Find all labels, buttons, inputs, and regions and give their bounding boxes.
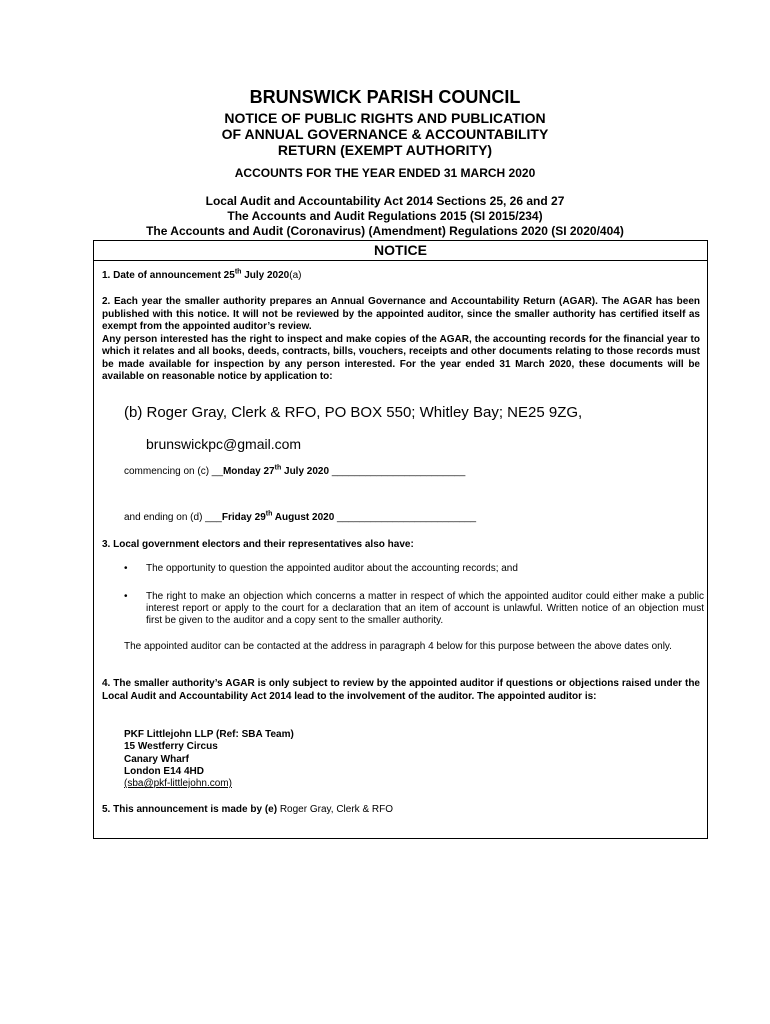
commencing-blank: ________________________ (329, 466, 466, 477)
ending-blank: _________________________ (334, 512, 477, 523)
announcement-date-tag: (a) (289, 270, 302, 281)
section-2-paragraph-2: Any person interested has the right to inspect and make copies of the AGAR, the accounting records for the financial year to which it relates and all books, deeds, contracts, bills, vouchers, receipts and other documents relating to those records must be made available for inspection by any person interested. For the year ended 31 March 2020, these documents will be available on reasonable notice by application to: (102, 333, 700, 382)
announcement-by-label: 5. This announcement is made by (e) (102, 804, 278, 815)
auditor-contact-note: The appointed auditor can be contacted at the address in paragraph 4 below for this purpose between the above dates only. (124, 641, 672, 652)
notice-title-line-1: NOTICE OF PUBLIC RIGHTS AND PUBLICATION (224, 110, 546, 126)
bullet-point-icon: • (124, 591, 128, 602)
commencing-suffix: th (274, 464, 282, 472)
authority-address: (b) Roger Gray, Clerk & RFO, PO BOX 550; Whitley Bay; NE25 9ZG, (124, 404, 583, 421)
council-name: BRUNSWICK PARISH COUNCIL (249, 87, 521, 107)
auditor-address-line-3: Canary Wharf (124, 753, 190, 765)
auditor-email-link[interactable]: (sba@pkf-littlejohn.com) (124, 778, 232, 790)
notice-box (93, 240, 708, 839)
ending-day: Friday 29 (221, 512, 266, 523)
bullet-point-icon: • (124, 563, 128, 574)
rights-bullet-2-text: The right to make an objection which concerns a matter in respect of which the appointed auditor could either make a public interest report or apply to the court for a declaration that an item of account is unlawful. Written notice of an objection must first be given to the auditor and a copy sent to the smaller authority. (146, 591, 704, 626)
commencing-date (124, 466, 465, 477)
authority-email[interactable]: brunswickpc@gmail.com (146, 436, 302, 452)
section-5-announcement-by (102, 804, 700, 817)
commencing-label: commencing on (c) __ (124, 466, 223, 477)
announcement-date-suffix: th (234, 268, 242, 276)
auditor-address-line-1: PKF Littlejohn LLP (Ref: SBA Team) (124, 729, 294, 740)
ending-label: and ending on (d) ___ (124, 512, 222, 523)
accounts-year-line: ACCOUNTS FOR THE YEAR ENDED 31 MARCH 2020 (234, 166, 536, 180)
legislation-references (0, 194, 770, 239)
commencing-day: Monday 27 (222, 466, 275, 477)
auditor-address-line-4: London E14 4HD (124, 765, 205, 777)
ending-suffix: th (265, 510, 273, 518)
announcement-date-label: 1. Date of announcement 25 (102, 270, 235, 281)
legislation-line-1: Local Audit and Accountability Act 2014 Sections 25, 26 and 27 (205, 194, 565, 208)
legislation-line-3: The Accounts and Audit (Coronavirus) (Amendment) Regulations 2020 (SI 2020/404) (146, 224, 624, 238)
notice-title-line-2: OF ANNUAL GOVERNANCE & ACCOUNTABILITY (221, 126, 549, 142)
section-4-appointed-auditor: 4. The smaller authority’s AGAR is only subject to review by the appointed auditor if questions or objections raised under the Local Audit and Accountability Act 2014 lead to the involvement of the auditor. The appointed auditor is: (102, 678, 700, 702)
rights-bullet-1 (124, 563, 704, 575)
auditor-address (124, 729, 294, 790)
section-2-agar (102, 296, 700, 384)
ending-date (124, 512, 476, 523)
commencing-rest: July 2020 (281, 466, 330, 477)
announcement-by-value: Roger Gray, Clerk & RFO (277, 804, 393, 815)
notice-title (0, 110, 770, 158)
section-3-electors: 3. Local government electors and their representatives also have: (102, 539, 414, 550)
notice-title-line-3: RETURN (EXEMPT AUTHORITY) (277, 142, 493, 158)
notice-heading: NOTICE (94, 241, 707, 261)
rights-bullet-1-text: The opportunity to question the appointed auditor about the accounting records; and (146, 563, 518, 574)
legislation-line-2: The Accounts and Audit Regulations 2015 (SI 2015/234) (227, 209, 543, 223)
auditor-address-line-2: 15 Westferry Circus (124, 741, 218, 753)
section-1-announcement-date (102, 270, 700, 283)
ending-rest: August 2020 (272, 512, 335, 523)
announcement-date-rest: July 2020 (241, 270, 290, 281)
section-2-paragraph-1: 2. Each year the smaller authority prepares an Annual Governance and Accountability Return (AGAR). The AGAR has been published with this notice. It will not be reviewed by the appointed auditor, since the smaller authority has certified itself as exempt from the appointed auditor’s review. (102, 296, 700, 332)
rights-bullet-2 (124, 591, 704, 627)
